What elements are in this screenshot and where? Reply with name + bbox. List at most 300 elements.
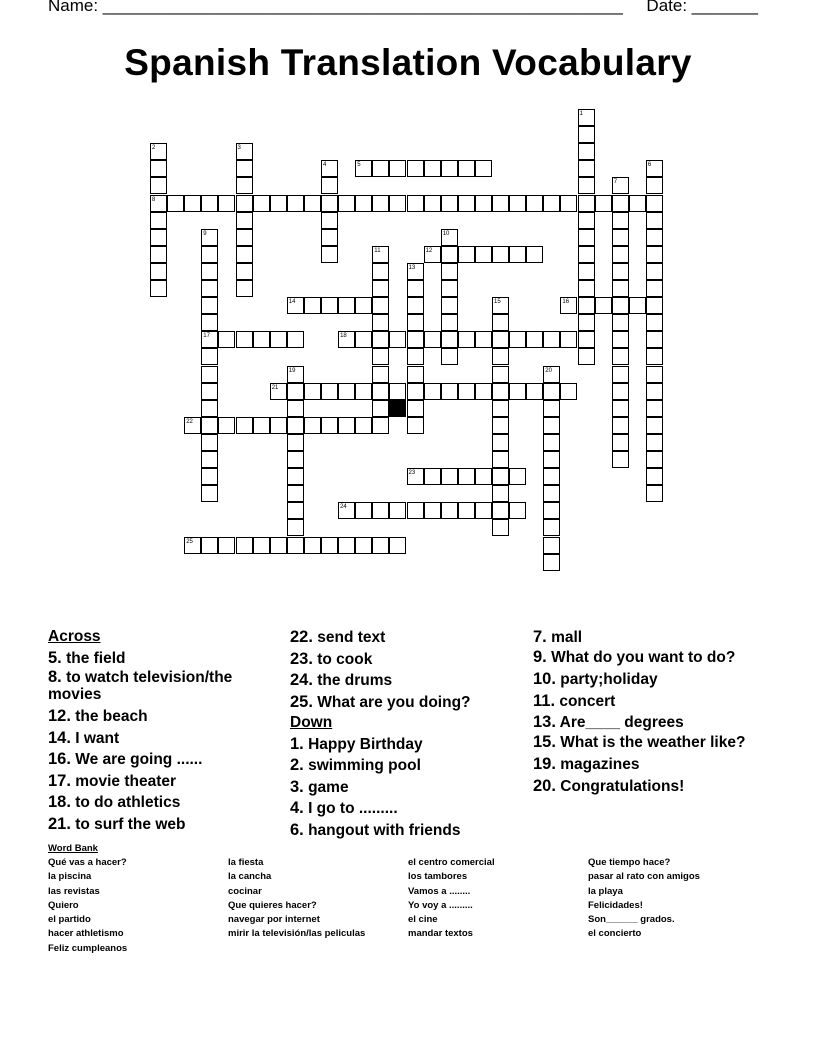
crossword-cell[interactable] xyxy=(578,195,595,212)
crossword-cell[interactable] xyxy=(578,297,595,314)
crossword-cell[interactable] xyxy=(578,263,595,280)
crossword-cell[interactable] xyxy=(355,331,372,348)
crossword-cell[interactable] xyxy=(372,400,389,417)
crossword-cell[interactable] xyxy=(646,485,663,502)
crossword-cell[interactable] xyxy=(201,246,218,263)
crossword-cell[interactable] xyxy=(201,468,218,485)
crossword-cell[interactable] xyxy=(646,417,663,434)
crossword-cell[interactable] xyxy=(578,212,595,229)
crossword-cell[interactable] xyxy=(492,314,509,331)
crossword-cell[interactable] xyxy=(526,331,543,348)
crossword-cell[interactable] xyxy=(441,383,458,400)
clue-number: 13 xyxy=(408,264,416,271)
clue-down-13: 13. Are____ degrees xyxy=(533,713,684,731)
crossword-cell[interactable] xyxy=(543,331,560,348)
crossword-cell[interactable] xyxy=(578,331,595,348)
crossword-cell[interactable] xyxy=(407,314,424,331)
clue-across-21: 21. to surf the web xyxy=(48,814,186,833)
crossword-cell[interactable] xyxy=(424,195,441,212)
crossword-cell[interactable] xyxy=(646,366,663,383)
crossword-cell[interactable] xyxy=(492,331,509,348)
crossword-cell[interactable] xyxy=(595,297,612,314)
crossword-cell[interactable] xyxy=(236,331,253,348)
crossword-cell[interactable] xyxy=(218,195,235,212)
crossword-cell[interactable] xyxy=(646,297,663,314)
crossword-cell[interactable] xyxy=(492,195,509,212)
crossword-cell[interactable] xyxy=(612,212,629,229)
crossword-cell[interactable] xyxy=(184,537,201,554)
crossword-cell[interactable] xyxy=(629,195,646,212)
crossword-cell[interactable] xyxy=(304,383,321,400)
crossword-cell[interactable] xyxy=(236,160,253,177)
crossword-cell[interactable] xyxy=(646,195,663,212)
crossword-cell[interactable] xyxy=(612,417,629,434)
crossword-cell[interactable] xyxy=(475,502,492,519)
crossword-cell[interactable] xyxy=(578,177,595,194)
crossword-cell[interactable] xyxy=(441,314,458,331)
crossword-cell[interactable] xyxy=(543,502,560,519)
crossword-cell[interactable] xyxy=(646,400,663,417)
word-bank-item: la playa xyxy=(588,885,623,897)
crossword-cell[interactable] xyxy=(492,383,509,400)
crossword-cell[interactable] xyxy=(304,195,321,212)
crossword-cell[interactable] xyxy=(338,297,355,314)
crossword-cell[interactable] xyxy=(355,160,372,177)
crossword-cell[interactable] xyxy=(236,280,253,297)
crossword-cell[interactable] xyxy=(201,485,218,502)
clue-number: 25 xyxy=(186,538,193,545)
crossword-cell[interactable] xyxy=(612,229,629,246)
crossword-cell[interactable] xyxy=(492,502,509,519)
clue-down-19: 19. magazines xyxy=(533,755,640,773)
crossword-cell[interactable] xyxy=(372,297,389,314)
crossword-cell[interactable] xyxy=(236,195,253,212)
crossword-cell[interactable] xyxy=(441,263,458,280)
crossword-cell[interactable] xyxy=(321,417,338,434)
crossword-cell[interactable] xyxy=(612,348,629,365)
crossword-cell[interactable] xyxy=(543,537,560,554)
crossword-cell[interactable] xyxy=(578,109,595,126)
crossword-cell[interactable] xyxy=(287,537,304,554)
clue-down-15: 15. What is the weather like? xyxy=(533,732,746,751)
crossword-cell[interactable] xyxy=(612,451,629,468)
crossword-cell[interactable] xyxy=(475,331,492,348)
crossword-cell[interactable] xyxy=(372,263,389,280)
crossword-cell[interactable] xyxy=(287,417,304,434)
crossword-cell[interactable] xyxy=(543,468,560,485)
crossword-cell[interactable] xyxy=(646,212,663,229)
crossword-cell[interactable] xyxy=(441,468,458,485)
crossword-cell[interactable] xyxy=(372,502,389,519)
crossword-cell[interactable] xyxy=(201,366,218,383)
crossword-cell[interactable] xyxy=(304,417,321,434)
crossword-cell[interactable] xyxy=(270,195,287,212)
crossword-cell[interactable] xyxy=(253,537,270,554)
crossword-cell[interactable] xyxy=(150,143,167,160)
crossword-cell[interactable] xyxy=(236,417,253,434)
crossword-cell[interactable] xyxy=(578,126,595,143)
crossword-cell[interactable] xyxy=(560,331,577,348)
crossword-cell[interactable] xyxy=(201,195,218,212)
crossword-cell[interactable] xyxy=(287,451,304,468)
across-heading: Across xyxy=(48,628,101,645)
crossword-cell[interactable] xyxy=(407,297,424,314)
crossword-cell[interactable] xyxy=(578,160,595,177)
crossword-cell[interactable] xyxy=(201,348,218,365)
crossword-cell[interactable] xyxy=(372,246,389,263)
crossword-cell[interactable] xyxy=(509,383,526,400)
crossword-cell[interactable] xyxy=(389,383,406,400)
crossword-cell[interactable] xyxy=(646,383,663,400)
crossword-cell[interactable] xyxy=(646,229,663,246)
crossword-cell[interactable] xyxy=(492,366,509,383)
crossword-cell[interactable] xyxy=(475,160,492,177)
crossword-cell[interactable] xyxy=(407,366,424,383)
crossword-cell[interactable] xyxy=(372,160,389,177)
crossword-cell[interactable] xyxy=(526,246,543,263)
crossword-cell[interactable] xyxy=(338,417,355,434)
crossword-cell[interactable] xyxy=(560,383,577,400)
crossword-cell[interactable] xyxy=(509,331,526,348)
crossword-cell[interactable] xyxy=(236,229,253,246)
crossword-cell[interactable] xyxy=(236,143,253,160)
crossword-cell[interactable] xyxy=(441,280,458,297)
crossword-cell[interactable] xyxy=(321,246,338,263)
crossword-cell[interactable] xyxy=(287,502,304,519)
crossword-cell[interactable] xyxy=(646,160,663,177)
crossword-cell[interactable] xyxy=(560,297,577,314)
crossword-cell[interactable] xyxy=(492,297,509,314)
crossword-cell[interactable] xyxy=(492,348,509,365)
crossword-cell[interactable] xyxy=(287,331,304,348)
crossword-cell[interactable] xyxy=(543,485,560,502)
clue-number: 21 xyxy=(271,384,279,391)
crossword-cell[interactable] xyxy=(595,195,612,212)
crossword-cell[interactable] xyxy=(441,160,458,177)
crossword-cell[interactable] xyxy=(646,314,663,331)
crossword-cell[interactable] xyxy=(355,195,372,212)
crossword-cell[interactable] xyxy=(543,417,560,434)
crossword-cell[interactable] xyxy=(338,383,355,400)
clue-down-7: 7. mall xyxy=(533,628,583,646)
crossword-cell[interactable] xyxy=(184,417,201,434)
crossword-cell[interactable] xyxy=(287,297,304,314)
crossword-cell[interactable] xyxy=(629,297,646,314)
crossword-cell[interactable] xyxy=(424,246,441,263)
crossword-cell[interactable] xyxy=(509,195,526,212)
crossword-cell[interactable] xyxy=(270,331,287,348)
crossword-cell[interactable] xyxy=(201,537,218,554)
crossword-cell[interactable] xyxy=(150,229,167,246)
crossword-cell[interactable] xyxy=(338,195,355,212)
crossword-cell[interactable] xyxy=(458,383,475,400)
crossword-cell[interactable] xyxy=(287,400,304,417)
crossword-cell[interactable] xyxy=(492,519,509,536)
crossword-cell[interactable] xyxy=(475,195,492,212)
crossword-cell[interactable] xyxy=(150,246,167,263)
crossword-cell[interactable] xyxy=(355,297,372,314)
crossword-cell[interactable] xyxy=(646,451,663,468)
crossword-cell[interactable] xyxy=(184,195,201,212)
crossword-cell[interactable] xyxy=(612,434,629,451)
crossword-cell[interactable] xyxy=(646,434,663,451)
crossword-cell[interactable] xyxy=(492,417,509,434)
crossword-cell[interactable] xyxy=(389,502,406,519)
crossword-cell[interactable] xyxy=(167,195,184,212)
crossword-cell[interactable] xyxy=(287,195,304,212)
crossword-cell[interactable] xyxy=(646,246,663,263)
clue-number: 5 xyxy=(357,162,361,169)
crossword-cell[interactable] xyxy=(526,195,543,212)
crossword-cell[interactable] xyxy=(236,246,253,263)
crossword-cell[interactable] xyxy=(424,331,441,348)
crossword-cell[interactable] xyxy=(407,383,424,400)
crossword-cell[interactable] xyxy=(407,263,424,280)
clue-number: 14 xyxy=(288,299,296,306)
crossword-cell[interactable] xyxy=(424,468,441,485)
crossword-cell[interactable] xyxy=(458,331,475,348)
word-bank-item: el cine xyxy=(408,914,438,926)
crossword-cell[interactable] xyxy=(372,537,389,554)
crossword-cell[interactable] xyxy=(150,280,167,297)
crossword-cell[interactable] xyxy=(201,383,218,400)
crossword-cell[interactable] xyxy=(424,502,441,519)
crossword-cell[interactable] xyxy=(543,366,560,383)
crossword-cell[interactable] xyxy=(372,195,389,212)
crossword-cell[interactable] xyxy=(509,246,526,263)
crossword-cell[interactable] xyxy=(338,537,355,554)
crossword-cell[interactable] xyxy=(441,348,458,365)
crossword-cell[interactable] xyxy=(201,297,218,314)
crossword-cell[interactable] xyxy=(389,331,406,348)
crossword-cell[interactable] xyxy=(578,246,595,263)
crossword-cell[interactable] xyxy=(287,519,304,536)
crossword-cell[interactable] xyxy=(424,160,441,177)
crossword-cell[interactable] xyxy=(458,160,475,177)
crossword-cell[interactable] xyxy=(287,383,304,400)
crossword-cell[interactable] xyxy=(441,246,458,263)
crossword-cell[interactable] xyxy=(150,160,167,177)
crossword-cell[interactable] xyxy=(458,468,475,485)
crossword-cell[interactable] xyxy=(355,383,372,400)
crossword-cell[interactable] xyxy=(543,383,560,400)
clue-across-5: 5. the field xyxy=(48,648,126,667)
crossword-cell[interactable] xyxy=(372,383,389,400)
crossword-cell[interactable] xyxy=(492,246,509,263)
crossword-cell[interactable] xyxy=(201,451,218,468)
crossword-cell[interactable] xyxy=(646,468,663,485)
crossword-cell[interactable] xyxy=(612,263,629,280)
crossword-cell[interactable] xyxy=(355,537,372,554)
crossword-cell[interactable] xyxy=(560,195,577,212)
crossword-cell[interactable] xyxy=(338,502,355,519)
crossword-cell[interactable] xyxy=(578,280,595,297)
crossword-cell[interactable] xyxy=(253,417,270,434)
crossword-cell[interactable] xyxy=(372,348,389,365)
word-bank-item: cocinar xyxy=(228,885,262,897)
crossword-cell[interactable] xyxy=(458,195,475,212)
crossword-cell[interactable] xyxy=(321,212,338,229)
crossword-cell[interactable] xyxy=(372,366,389,383)
crossword-cell[interactable] xyxy=(612,297,629,314)
crossword-black-cell xyxy=(389,400,406,417)
crossword-cell[interactable] xyxy=(201,280,218,297)
crossword-cell[interactable] xyxy=(492,451,509,468)
crossword-cell[interactable] xyxy=(304,537,321,554)
crossword-cell[interactable] xyxy=(236,177,253,194)
crossword-cell[interactable] xyxy=(612,366,629,383)
clue-across-17: 17. movie theater xyxy=(48,771,177,790)
word-bank-item: la piscina xyxy=(48,871,92,883)
crossword-cell[interactable] xyxy=(355,502,372,519)
crossword-cell[interactable] xyxy=(509,502,526,519)
crossword-cell[interactable] xyxy=(407,468,424,485)
crossword-cell[interactable] xyxy=(492,434,509,451)
crossword-cell[interactable] xyxy=(321,195,338,212)
crossword-cell[interactable] xyxy=(270,383,287,400)
crossword-cell[interactable] xyxy=(475,383,492,400)
crossword-cell[interactable] xyxy=(424,383,441,400)
crossword-cell[interactable] xyxy=(441,502,458,519)
clue-down-10: 10. party;holiday xyxy=(533,670,658,688)
crossword-cell[interactable] xyxy=(236,537,253,554)
crossword-cell[interactable] xyxy=(407,280,424,297)
crossword-cell[interactable] xyxy=(509,468,526,485)
crossword-cell[interactable] xyxy=(372,280,389,297)
crossword-cell[interactable] xyxy=(492,468,509,485)
crossword-cell[interactable] xyxy=(407,331,424,348)
crossword-cell[interactable] xyxy=(355,417,372,434)
crossword-cell[interactable] xyxy=(612,195,629,212)
word-bank-item: la cancha xyxy=(228,871,272,883)
crossword-cell[interactable] xyxy=(646,177,663,194)
word-bank-item: Son______ grados. xyxy=(588,914,675,926)
name-date-line: Name: _______________________________________________________ Date: _______ xyxy=(48,0,758,15)
crossword-cell[interactable] xyxy=(321,160,338,177)
crossword-cell[interactable] xyxy=(150,195,167,212)
crossword-cell[interactable] xyxy=(612,280,629,297)
crossword-cell[interactable] xyxy=(475,246,492,263)
crossword-cell[interactable] xyxy=(253,195,270,212)
crossword-cell[interactable] xyxy=(321,177,338,194)
clue-number: 23 xyxy=(408,470,416,477)
crossword-cell[interactable] xyxy=(612,400,629,417)
crossword-cell[interactable] xyxy=(372,314,389,331)
crossword-cell[interactable] xyxy=(458,246,475,263)
crossword-cell[interactable] xyxy=(304,297,321,314)
word-bank-item: hacer athletismo xyxy=(48,928,124,940)
crossword-cell[interactable] xyxy=(218,537,235,554)
crossword-cell[interactable] xyxy=(218,331,235,348)
clue-across-8: 8. to watch television/the movies xyxy=(48,668,233,703)
crossword-cell[interactable] xyxy=(543,400,560,417)
crossword-cell[interactable] xyxy=(389,160,406,177)
crossword-cell[interactable] xyxy=(407,417,424,434)
crossword-cell[interactable] xyxy=(321,537,338,554)
crossword-cell[interactable] xyxy=(646,331,663,348)
crossword-cell[interactable] xyxy=(287,434,304,451)
crossword-cell[interactable] xyxy=(201,331,218,348)
crossword-cell[interactable] xyxy=(407,195,424,212)
crossword-cell[interactable] xyxy=(407,160,424,177)
crossword-cell[interactable] xyxy=(612,177,629,194)
crossword-cell[interactable] xyxy=(441,331,458,348)
crossword-cell[interactable] xyxy=(578,143,595,160)
crossword-cell[interactable] xyxy=(321,229,338,246)
crossword-cell[interactable] xyxy=(646,348,663,365)
crossword-cell[interactable] xyxy=(321,383,338,400)
crossword-cell[interactable] xyxy=(458,502,475,519)
crossword-cell[interactable] xyxy=(389,195,406,212)
crossword-cell[interactable] xyxy=(201,229,218,246)
crossword-cell[interactable] xyxy=(578,348,595,365)
crossword-cell[interactable] xyxy=(321,297,338,314)
crossword-cell[interactable] xyxy=(543,195,560,212)
crossword-cell[interactable] xyxy=(475,468,492,485)
crossword-cell[interactable] xyxy=(338,331,355,348)
crossword-cell[interactable] xyxy=(441,229,458,246)
crossword-cell[interactable] xyxy=(578,314,595,331)
clue-number: 7 xyxy=(613,179,618,186)
clue-across-18: 18. to do athletics xyxy=(48,793,181,811)
crossword-cell[interactable] xyxy=(407,502,424,519)
crossword-cell[interactable] xyxy=(492,400,509,417)
crossword-cell[interactable] xyxy=(201,400,218,417)
crossword-cell[interactable] xyxy=(526,383,543,400)
crossword-cell[interactable] xyxy=(407,348,424,365)
crossword-cell[interactable] xyxy=(646,263,663,280)
crossword-cell[interactable] xyxy=(543,554,560,571)
crossword-cell[interactable] xyxy=(287,366,304,383)
crossword-cell[interactable] xyxy=(201,314,218,331)
crossword-cell[interactable] xyxy=(150,212,167,229)
crossword-cell[interactable] xyxy=(646,280,663,297)
crossword-cell[interactable] xyxy=(543,434,560,451)
crossword-cell[interactable] xyxy=(270,417,287,434)
crossword-cell[interactable] xyxy=(287,468,304,485)
crossword-cell[interactable] xyxy=(441,297,458,314)
clue-number: 24 xyxy=(340,504,347,511)
crossword-cell[interactable] xyxy=(492,485,509,502)
clue-number: 18 xyxy=(340,333,347,340)
crossword-cell[interactable] xyxy=(389,537,406,554)
crossword-cell[interactable] xyxy=(150,177,167,194)
crossword-cell[interactable] xyxy=(253,331,270,348)
crossword-cell[interactable] xyxy=(218,417,235,434)
crossword-cell[interactable] xyxy=(287,485,304,502)
crossword-cell[interactable] xyxy=(236,263,253,280)
crossword-cell[interactable] xyxy=(201,263,218,280)
crossword-cell[interactable] xyxy=(612,246,629,263)
crossword-cell[interactable] xyxy=(612,383,629,400)
crossword-cell[interactable] xyxy=(612,314,629,331)
clue-across-14: 14. I want xyxy=(48,728,120,747)
crossword-cell[interactable] xyxy=(236,212,253,229)
crossword-cell[interactable] xyxy=(441,195,458,212)
crossword-cell[interactable] xyxy=(270,537,287,554)
crossword-cell[interactable] xyxy=(578,229,595,246)
crossword-cell[interactable] xyxy=(543,451,560,468)
word-bank-item: mandar textos xyxy=(408,928,473,940)
crossword-cell[interactable] xyxy=(150,263,167,280)
crossword-cell[interactable] xyxy=(612,331,629,348)
crossword-cell[interactable] xyxy=(372,331,389,348)
crossword-cell[interactable] xyxy=(543,519,560,536)
crossword-cell[interactable] xyxy=(407,400,424,417)
crossword-cell[interactable] xyxy=(201,434,218,451)
crossword-cell[interactable] xyxy=(372,417,389,434)
crossword-cell[interactable] xyxy=(201,417,218,434)
